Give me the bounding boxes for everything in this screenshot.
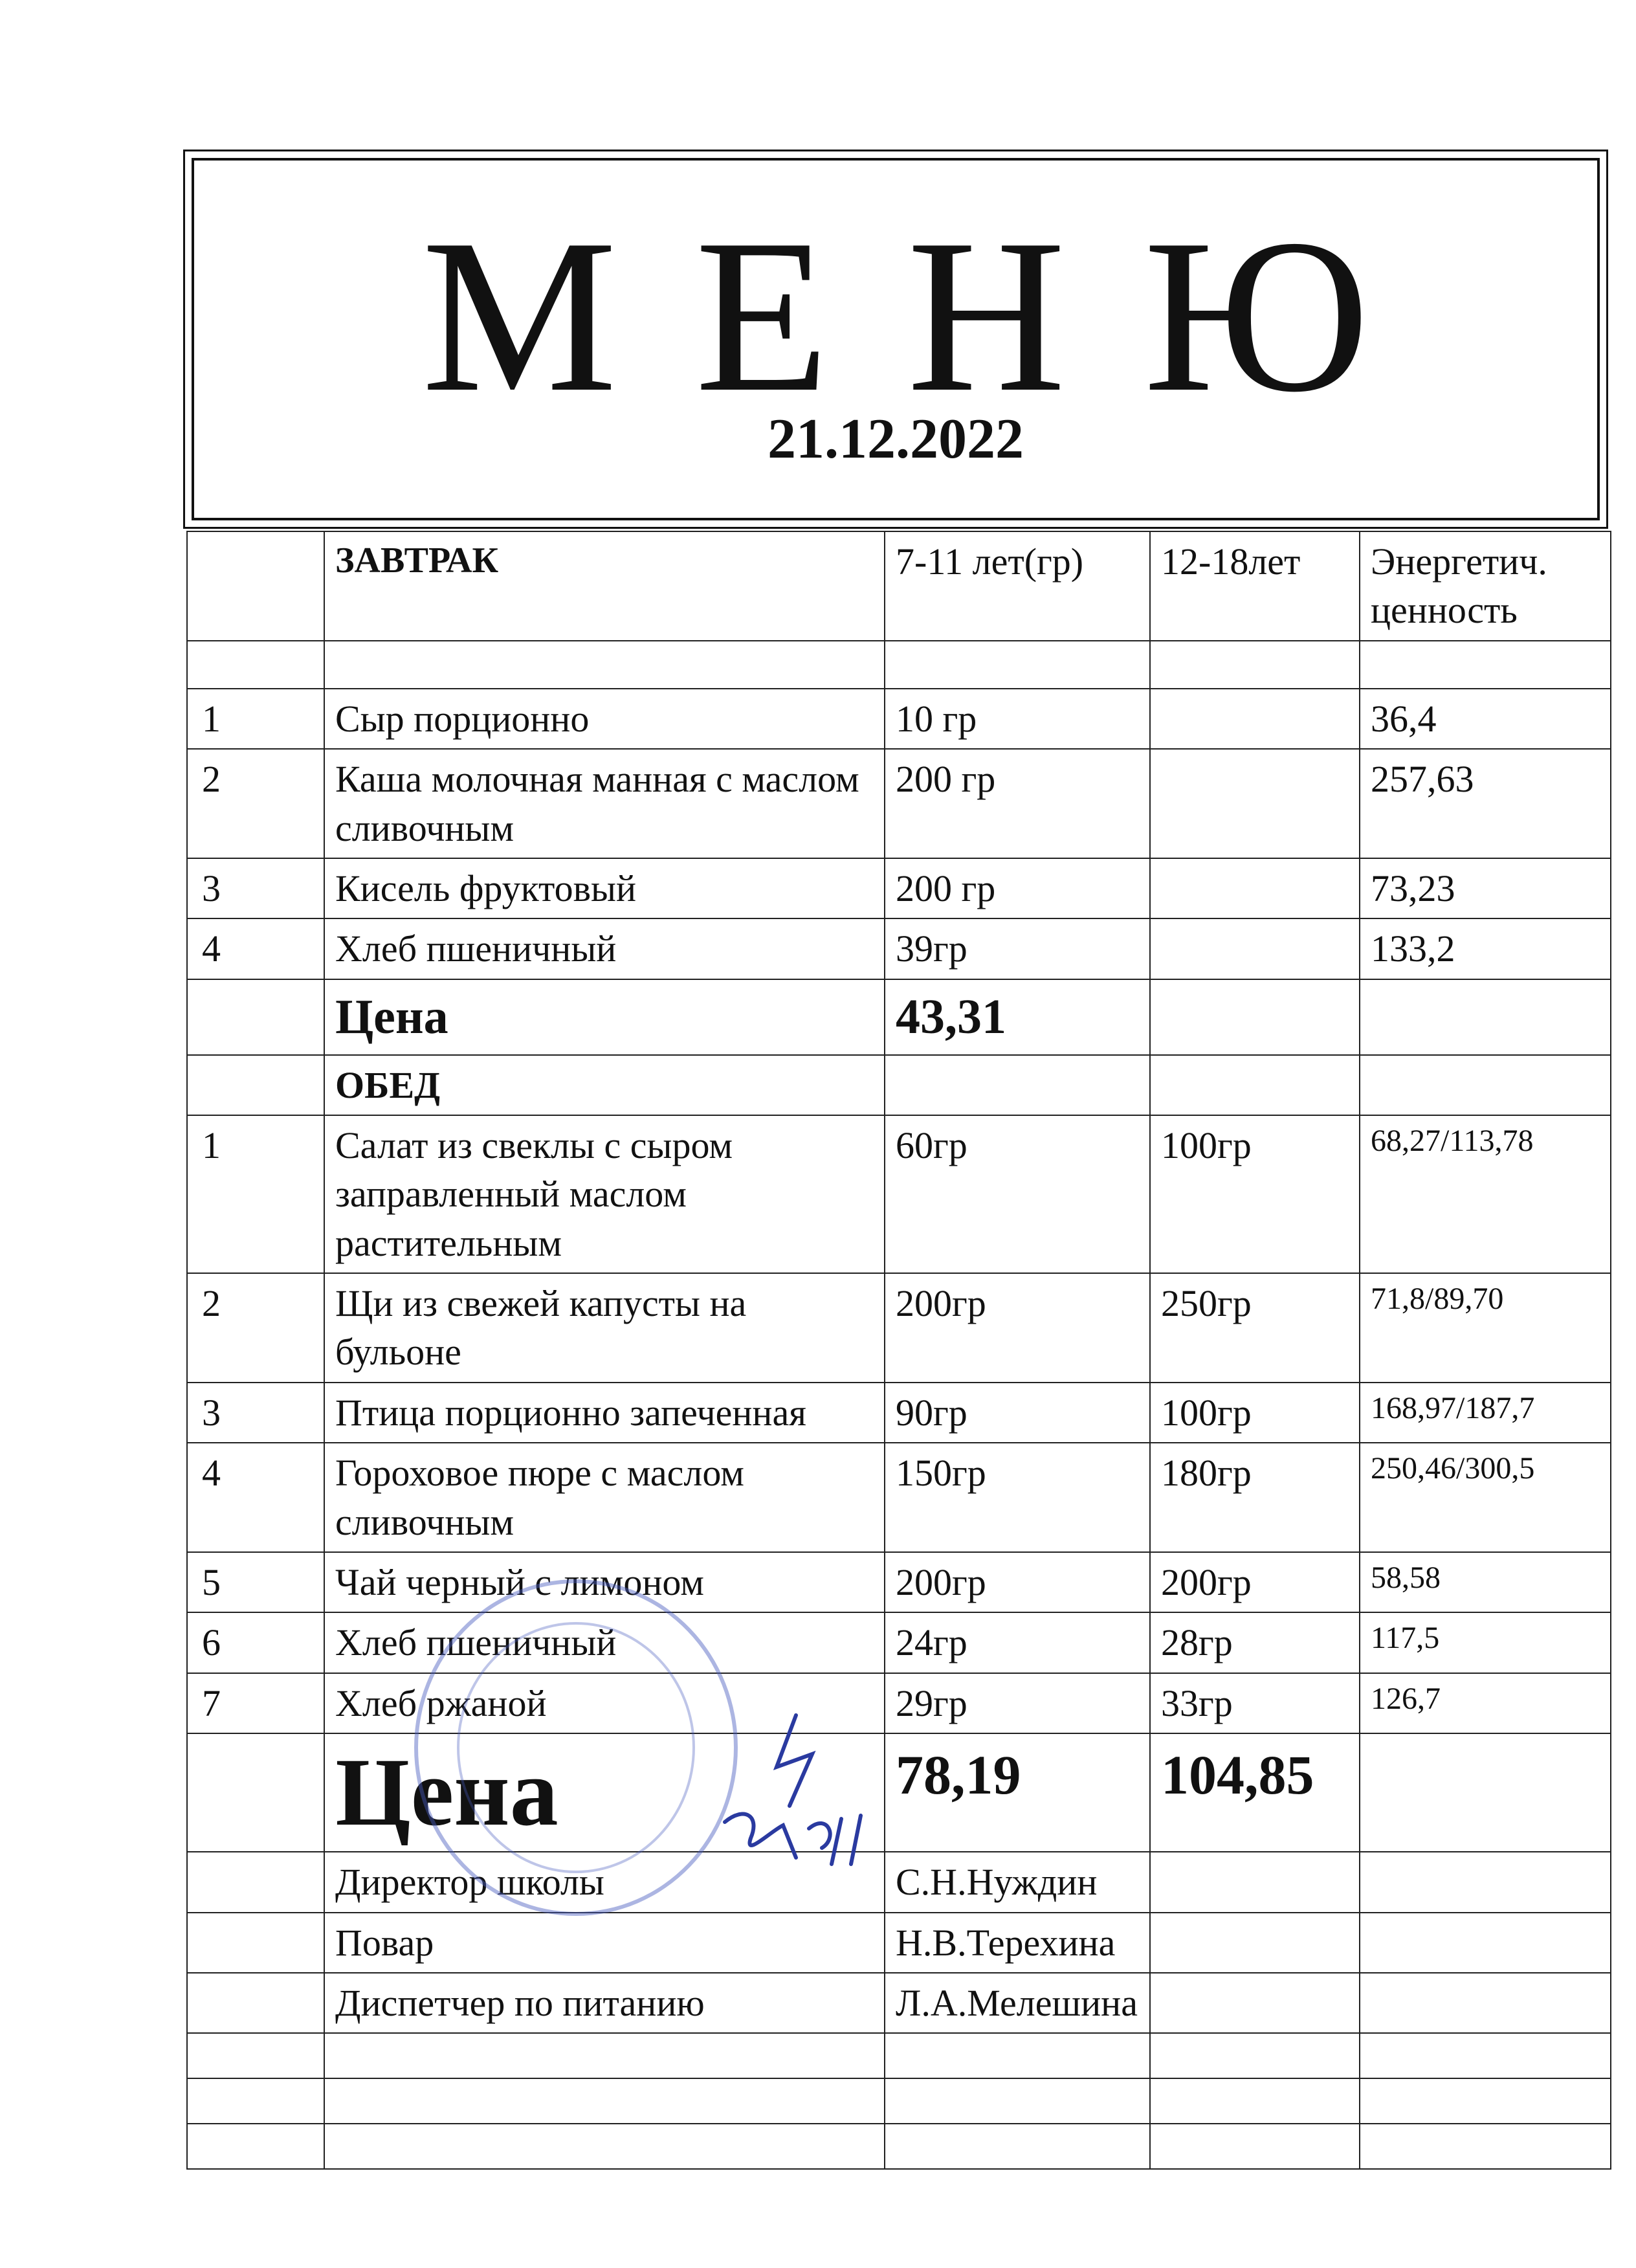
item-energy: 58,58 [1360,1552,1611,1612]
col-header-7-11: 7-11 лет(гр) [885,531,1150,641]
item-name: Хлеб пшеничный [324,1612,885,1673]
breakfast-header-row [187,531,1611,641]
item-weight-7-11: 200гр [885,1273,1150,1383]
item-weight-7-11: 10 гр [885,689,1150,749]
item-weight-12-18 [1150,918,1360,979]
signature-role: Повар [324,1913,885,1973]
breakfast-row [187,689,1611,749]
title-letter: Н [907,194,1067,438]
col-header-12-18: 12-18лет [1150,531,1360,641]
breakfast-row [187,918,1611,979]
item-weight-12-18: 180гр [1150,1443,1360,1552]
signature-role: Директор школы [324,1852,885,1912]
item-name: Хлеб ржаной [324,1673,885,1733]
item-energy: 36,4 [1360,689,1611,749]
item-energy: 117,5 [1360,1612,1611,1673]
signature-name: Н.В.Терехина [885,1913,1150,1973]
breakfast-price-label: Цена [324,979,885,1055]
item-number: 1 [187,689,324,749]
item-weight-12-18 [1150,858,1360,918]
item-weight-7-11: 150гр [885,1443,1150,1552]
breakfast-price-row [187,979,1611,1055]
breakfast-price-7-11: 43,31 [885,979,1150,1055]
item-number: 5 [187,1552,324,1612]
item-weight-7-11: 60гр [885,1115,1150,1273]
item-number: 6 [187,1612,324,1673]
item-number: 3 [187,1383,324,1443]
lunch-price-7-11: 78,19 [885,1733,1150,1852]
breakfast-row [187,858,1611,918]
item-energy: 257,63 [1360,749,1611,858]
menu-date: 21.12.2022 [768,408,1024,471]
blank-row [187,2124,1611,2169]
item-weight-7-11: 24гр [885,1612,1150,1673]
item-name: Щи из свежей капусты на бульоне [324,1273,885,1383]
lunch-row [187,1383,1611,1443]
item-weight-12-18: 100гр [1150,1115,1360,1273]
title-letter: М [421,194,617,438]
item-name: Птица порционно запеченная [324,1383,885,1443]
signature-role: Диспетчер по питанию [324,1973,885,2033]
lunch-price-12-18: 104,85 [1150,1733,1360,1852]
item-weight-12-18: 33гр [1150,1673,1360,1733]
menu-table [186,531,1611,2170]
spacer-row [187,641,1611,689]
title-letter: Е [694,194,830,438]
item-name: Кисель фруктовый [324,858,885,918]
item-weight-12-18: 200гр [1150,1552,1360,1612]
item-weight-7-11: 29гр [885,1673,1150,1733]
signature-name: С.Н.Нуждин [885,1852,1150,1912]
lunch-row [187,1612,1611,1673]
item-weight-12-18 [1150,749,1360,858]
lunch-price-label: Цена [324,1733,885,1852]
lunch-row [187,1115,1611,1273]
lunch-row [187,1443,1611,1552]
item-weight-7-11: 90гр [885,1383,1150,1443]
item-number: 1 [187,1115,324,1273]
item-name: Хлеб пшеничный [324,918,885,979]
item-weight-7-11: 200 гр [885,858,1150,918]
title-letter: Ю [1144,194,1370,438]
item-weight-12-18: 28гр [1150,1612,1360,1673]
menu-title [194,194,1597,438]
item-energy: 168,97/187,7 [1360,1383,1611,1443]
breakfast-heading: ЗАВТРАК [324,531,885,641]
lunch-header-row [187,1055,1611,1115]
item-name: Сыр порционно [324,689,885,749]
item-name: Салат из свеклы с сыром заправленный маслом растительным [324,1115,885,1273]
item-energy: 73,23 [1360,858,1611,918]
signature-row [187,1913,1611,1973]
lunch-row [187,1273,1611,1383]
item-name: Чай черный с лимоном [324,1552,885,1612]
lunch-price-row [187,1733,1611,1852]
signature-row [187,1973,1611,2033]
blank-row [187,2033,1611,2078]
item-number: 2 [187,1273,324,1383]
item-energy: 126,7 [1360,1673,1611,1733]
blank-row [187,2078,1611,2124]
item-energy: 71,8/89,70 [1360,1273,1611,1383]
item-weight-12-18 [1150,689,1360,749]
item-name: Гороховое пюре с маслом сливочным [324,1443,885,1552]
item-weight-7-11: 200гр [885,1552,1150,1612]
item-name: Каша молочная манная с маслом сливочным [324,749,885,858]
signature-name: Л.А.Мелешина [885,1973,1150,2033]
item-weight-12-18: 100гр [1150,1383,1360,1443]
item-number: 3 [187,858,324,918]
item-number: 7 [187,1673,324,1733]
item-energy: 68,27/113,78 [1360,1115,1611,1273]
item-weight-12-18: 250гр [1150,1273,1360,1383]
lunch-heading: ОБЕД [324,1055,885,1115]
item-weight-7-11: 39гр [885,918,1150,979]
item-weight-7-11: 200 гр [885,749,1150,858]
item-energy: 133,2 [1360,918,1611,979]
col-header-energy: Энергетич. ценность [1360,531,1611,641]
item-number: 4 [187,1443,324,1552]
item-number: 4 [187,918,324,979]
breakfast-row [187,749,1611,858]
signature-row [187,1852,1611,1912]
lunch-row [187,1552,1611,1612]
title-box [192,158,1600,520]
lunch-row [187,1673,1611,1733]
item-number: 2 [187,749,324,858]
item-energy: 250,46/300,5 [1360,1443,1611,1552]
